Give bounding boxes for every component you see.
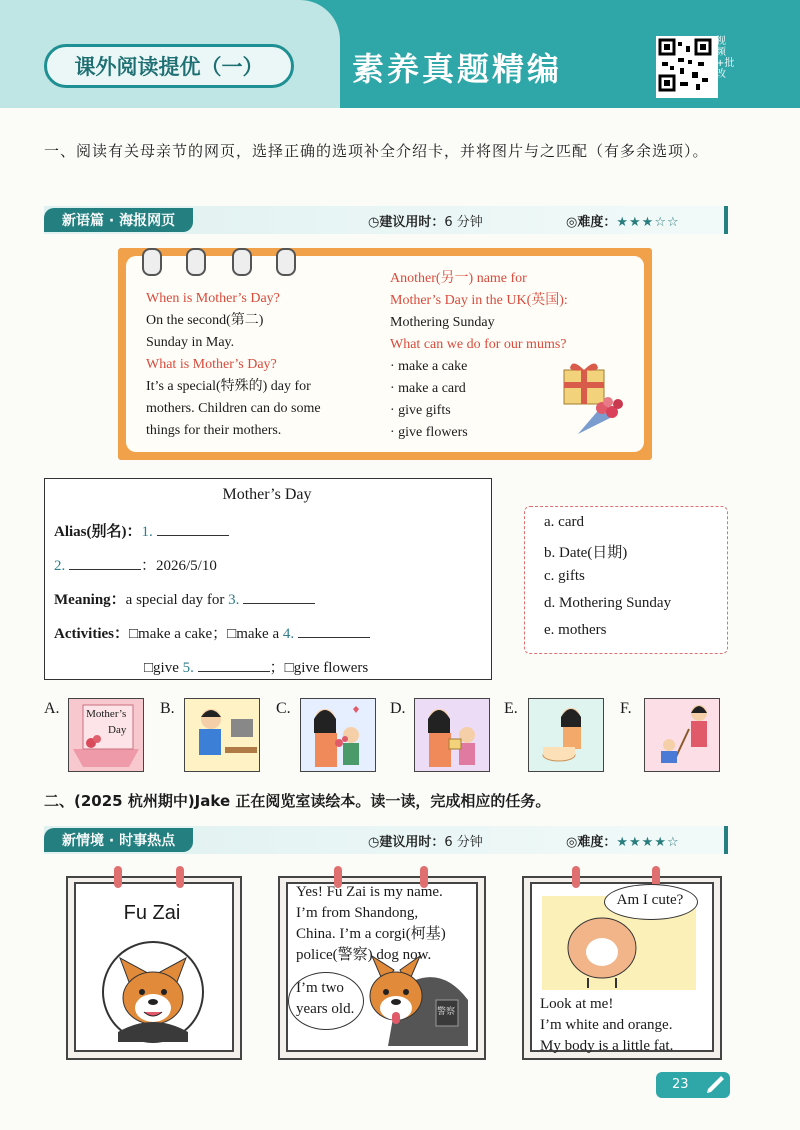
picture-c-flowers[interactable] — [300, 698, 376, 772]
difficulty-stars: ★★★★☆ — [616, 835, 680, 850]
story-card-3-text: Look at me! I’m white and orange. My body is a little fat. — [540, 996, 674, 1054]
poster-question: When is Mother’s Day? — [146, 291, 280, 306]
blank-3[interactable] — [243, 589, 315, 604]
difficulty-info-2: ◎难度：★★★★☆ — [566, 835, 680, 850]
picture-e-cake[interactable] — [528, 698, 604, 772]
picture-b-computer[interactable] — [184, 698, 260, 772]
options-list — [544, 514, 671, 649]
check-icon: ◎ — [566, 835, 578, 850]
poster-answer: It’s a special(特殊的) day for — [146, 379, 311, 394]
activities-row-2: □give 5. ；□give flowers — [144, 656, 368, 677]
page-number: 23 — [672, 1077, 689, 1092]
gift-and-flowers-illustration — [556, 360, 630, 444]
section-bar-end — [724, 206, 728, 234]
picture-f-sweeping[interactable] — [644, 698, 720, 772]
poster-right-column — [390, 268, 568, 444]
picture-label: B. — [160, 700, 175, 717]
picture-label: E. — [504, 700, 518, 717]
poster-answer: things for their mothers. — [146, 423, 282, 438]
story-card-1-title: Fu Zai — [123, 902, 181, 924]
picture-d-gift[interactable] — [414, 698, 490, 772]
blank-5[interactable] — [198, 657, 270, 672]
blank-2[interactable] — [69, 555, 141, 570]
poster-question: Mother’s Day in the UK(英国): — [390, 293, 568, 308]
section-pill-title: 课外阅读提优（一） — [44, 44, 294, 88]
binder-ring-icon — [142, 248, 162, 276]
poster-list-item: · give gifts — [390, 403, 451, 418]
binder-ring-icon — [186, 248, 206, 276]
qr-side-label: 视频+批改 — [716, 36, 735, 80]
poster-question: What can we do for our mums? — [390, 337, 567, 352]
blank-1[interactable] — [157, 521, 229, 536]
speech-bubble-text: I’m two years old. — [296, 980, 355, 1017]
page-title: 素养真题精编 — [352, 50, 563, 88]
question-1-instruction: 一、阅读有关母亲节的网页，选择正确的选项补全介绍卡，并将图片与之匹配（有多余选项）。 — [44, 142, 709, 160]
pencil-icon — [704, 1074, 728, 1100]
blank-4[interactable] — [298, 623, 370, 638]
qr-code-icon[interactable] — [656, 36, 718, 98]
alias-row: Alias(别名)：1. — [54, 520, 229, 541]
picture-label: C. — [276, 700, 291, 717]
corgi-portrait-illustration — [88, 932, 218, 1048]
police-patch-text: 警察 — [437, 1007, 456, 1017]
binder-clip-icon — [114, 866, 122, 888]
option-item: a. card — [544, 514, 584, 530]
binder-clip-icon — [572, 866, 580, 888]
poster-answer: Mothering Sunday — [390, 315, 495, 330]
poster-answer: Sunday in May. — [146, 335, 235, 350]
poster-list-item: · make a cake — [390, 359, 468, 374]
difficulty-info-1: ◎难度：★★★☆☆ — [566, 215, 680, 230]
time-info-1: ◷建议用时：6 分钟 — [368, 215, 483, 230]
check-icon: ◎ — [566, 215, 578, 230]
option-item: b. Date(日期) — [544, 545, 628, 561]
section-bar-end — [724, 826, 728, 854]
poster-left-column — [146, 288, 321, 442]
section-tag-2: 新情境 · 时事热点 — [44, 828, 193, 852]
poster-answer: On the second(第二) — [146, 313, 264, 328]
poster-question: Another(另一) name for — [390, 271, 527, 286]
section-tag-1: 新语篇 · 海报网页 — [44, 208, 193, 232]
binder-ring-icon — [276, 248, 296, 276]
picture-label: D. — [390, 700, 406, 717]
poster-list-item: · give flowers — [390, 425, 468, 440]
option-item: c. gifts — [544, 568, 585, 584]
clock-icon: ◷ — [368, 835, 380, 850]
poster-answer: mothers. Children can do some — [146, 401, 321, 416]
clock-icon: ◷ — [368, 215, 380, 230]
poster-list-item: · make a card — [390, 381, 466, 396]
option-item: d. Mothering Sunday — [544, 595, 672, 611]
binder-ring-icon — [232, 248, 252, 276]
info-card-title: Mother’s Day — [222, 486, 312, 503]
option-item: e. mothers — [544, 622, 607, 638]
time-info-2: ◷建议用时：6 分钟 — [368, 835, 483, 850]
picture-label: A. — [44, 700, 60, 717]
story-card-2-text: Yes! Fu Zai is my name. I’m from Shandong, China. I’m a corgi(柯基) police(警察) dog now. — [296, 884, 446, 963]
picture-a-text: Mother’s Day — [86, 708, 127, 736]
meaning-row: Meaning：a special day for 3. — [54, 588, 315, 609]
activities-row: Activities：□make a cake；□make a 4. — [54, 622, 370, 643]
picture-label: F. — [620, 700, 632, 717]
question-2-instruction: 二、(2025 杭州期中)Jake 正在阅览室读绘本。读一读，完成相应的任务。 — [44, 792, 551, 810]
poster-question: What is Mother’s Day? — [146, 357, 277, 372]
difficulty-stars: ★★★☆☆ — [616, 215, 680, 230]
speech-bubble-text: Am I cute? — [616, 892, 684, 908]
binder-clip-icon — [176, 866, 184, 888]
date-row: 2. ：2026/5/10 — [54, 554, 217, 575]
info-card — [44, 478, 492, 680]
